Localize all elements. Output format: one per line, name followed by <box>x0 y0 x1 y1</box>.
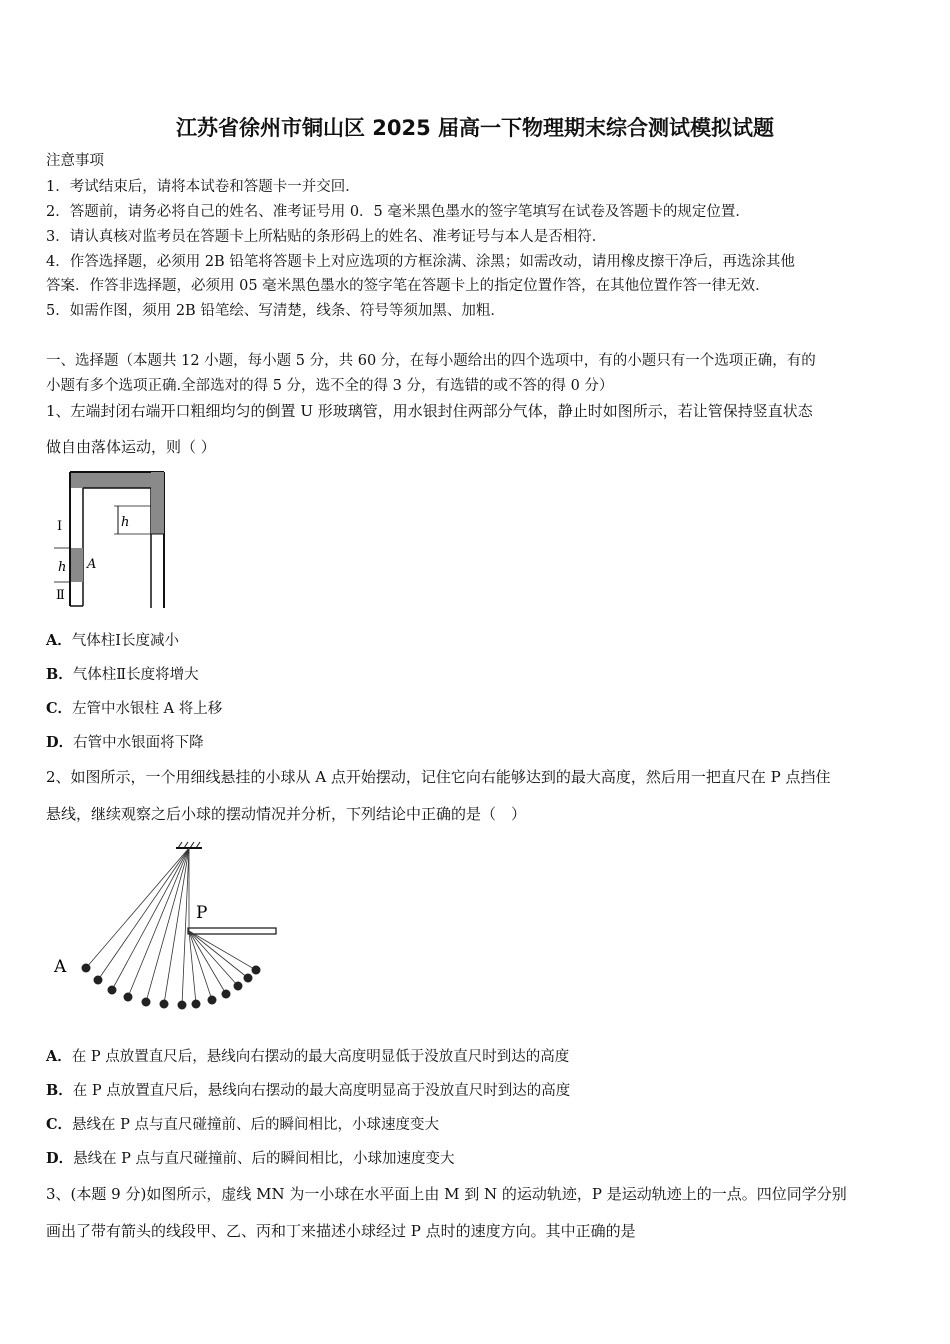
section-heading-line2: 小题有多个选项正确.全部选对的得 5 分，选不全的得 3 分，有选错的或不答的得 0 分） <box>46 378 614 394</box>
pendulum-ball <box>142 998 151 1007</box>
notice-heading: 注意事项 <box>46 153 104 169</box>
q1-stem-line2: 做自由落体运动，则（ ） <box>46 438 216 456</box>
pendulum-ball <box>234 982 243 991</box>
pendulum-string <box>86 848 189 968</box>
label-p: P <box>196 903 208 923</box>
page-title: 江苏省徐州市铜山区 2025 届高一下物理期末综合测试模拟试题 <box>175 116 775 140</box>
q3-stem-line1: 3、(本题 9 分)如图所示，虚线 MN 为一小球在水平面上由 M 到 N 的运动轨迹，P 是运动轨迹上的一点。四位同学分别 <box>46 1185 847 1203</box>
pendulum-ball <box>244 974 253 983</box>
pendulum-string <box>128 848 189 997</box>
label-a-point: A <box>54 957 67 977</box>
notice-item-4: 4．作答选择题，必须用 2B 铅笔将答题卡上对应选项的方框涂满、涂黑；如需改动，请用橡皮擦干净后，再选涂其他 <box>46 254 795 270</box>
pendulum-ball <box>160 1000 169 1009</box>
label-h-right: h <box>121 515 130 530</box>
q2-option-a[interactable]: A．在 P 点放置直尺后，悬线向右摆动的最大高度明显低于没放直尺时到达的高度 <box>46 1048 570 1065</box>
q2-stem-line2: 悬线，继续观察之后小球的摆动情况并分析，下列结论中正确的是（ ） <box>46 805 527 823</box>
label-gas-i: I <box>57 519 63 534</box>
ruler <box>188 928 276 934</box>
q1-option-a[interactable]: A．气体柱Ⅰ长度减小 <box>46 632 179 649</box>
q1-option-c[interactable]: C．左管中水银柱 A 将上移 <box>46 700 223 717</box>
u-tube-figure <box>50 468 180 613</box>
pendulum-string <box>189 931 226 994</box>
pendulum-string <box>189 931 256 970</box>
pendulum-ball <box>178 1001 187 1010</box>
pendulum-ball <box>252 966 261 975</box>
mercury-column-a <box>71 548 83 582</box>
notice-item-2: 2．答题前，请务必将自己的姓名、准考证号用 0．5 毫米黑色墨水的签字笔填写在试卷及答题卡的规定位置． <box>46 204 750 220</box>
pendulum-ball <box>192 1000 201 1009</box>
q2-option-b[interactable]: B．在 P 点放置直尺后，悬线向右摆动的最大高度明显高于没放直尺时到达的高度 <box>46 1082 571 1099</box>
tube-top-mercury <box>70 472 164 488</box>
pendulum-ball <box>222 990 231 999</box>
pendulum-ball <box>208 996 217 1005</box>
pendulum-string <box>189 931 248 978</box>
label-gas-ii: Ⅱ <box>56 588 65 603</box>
label-a: A <box>87 557 97 572</box>
q2-option-c[interactable]: C．悬线在 P 点与直尺碰撞前、后的瞬间相比，小球速度变大 <box>46 1116 440 1133</box>
pendulum-ball <box>108 986 117 995</box>
label-h-left: h <box>58 560 67 575</box>
pendulum-figure <box>50 840 285 1025</box>
q1-option-b[interactable]: B．气体柱Ⅱ长度将增大 <box>46 666 199 683</box>
right-mercury-column <box>151 472 164 534</box>
q2-option-d[interactable]: D．悬线在 P 点与直尺碰撞前、后的瞬间相比，小球加速度变大 <box>46 1150 455 1167</box>
q3-stem-line2: 画出了带有箭头的线段甲、乙、丙和丁来描述小球经过 P 点时的速度方向。其中正确的是 <box>46 1222 636 1240</box>
notice-item-4-cont: 答案．作答非选择题，必须用 05 毫米黑色墨水的签字笔在答题卡上的指定位置作答，在其他位置作答一律无效． <box>46 278 770 294</box>
q1-option-d[interactable]: D．右管中水银面将下降 <box>46 734 204 751</box>
q1-stem-line1: 1、左端封闭右端开口粗细均匀的倒置 U 形玻璃管，用水银封住两部分气体，静止时如图所示，若让管保持竖直状态 <box>46 402 813 420</box>
pendulum-string <box>146 848 189 1002</box>
pendulum-ball <box>82 964 91 973</box>
pendulum-string <box>189 931 238 986</box>
notice-item-5: 5．如需作图，须用 2B 铅笔绘、写清楚，线条、符号等须加黑、加粗． <box>46 303 505 319</box>
pendulum-ball <box>94 976 103 985</box>
pendulum-string <box>98 848 189 980</box>
pendulum-ball <box>124 993 133 1002</box>
q2-stem-line1: 2、如图所示，一个用细线悬挂的小球从 A 点开始摆动，记住它向右能够达到的最大高度，然后用一把直尺在 P 点挡住 <box>46 768 831 786</box>
notice-item-1: 1．考试结束后，请将本试卷和答题卡一并交回． <box>46 179 360 195</box>
section-heading-line1: 一、选择题（本题共 12 小题，每小题 5 分，共 60 分，在每小题给出的四个选项中，有的小题只有一个选项正确，有的 <box>46 353 816 369</box>
notice-item-3: 3．请认真核对监考员在答题卡上所粘贴的条形码上的姓名、准考证号与本人是否相符． <box>46 229 607 245</box>
